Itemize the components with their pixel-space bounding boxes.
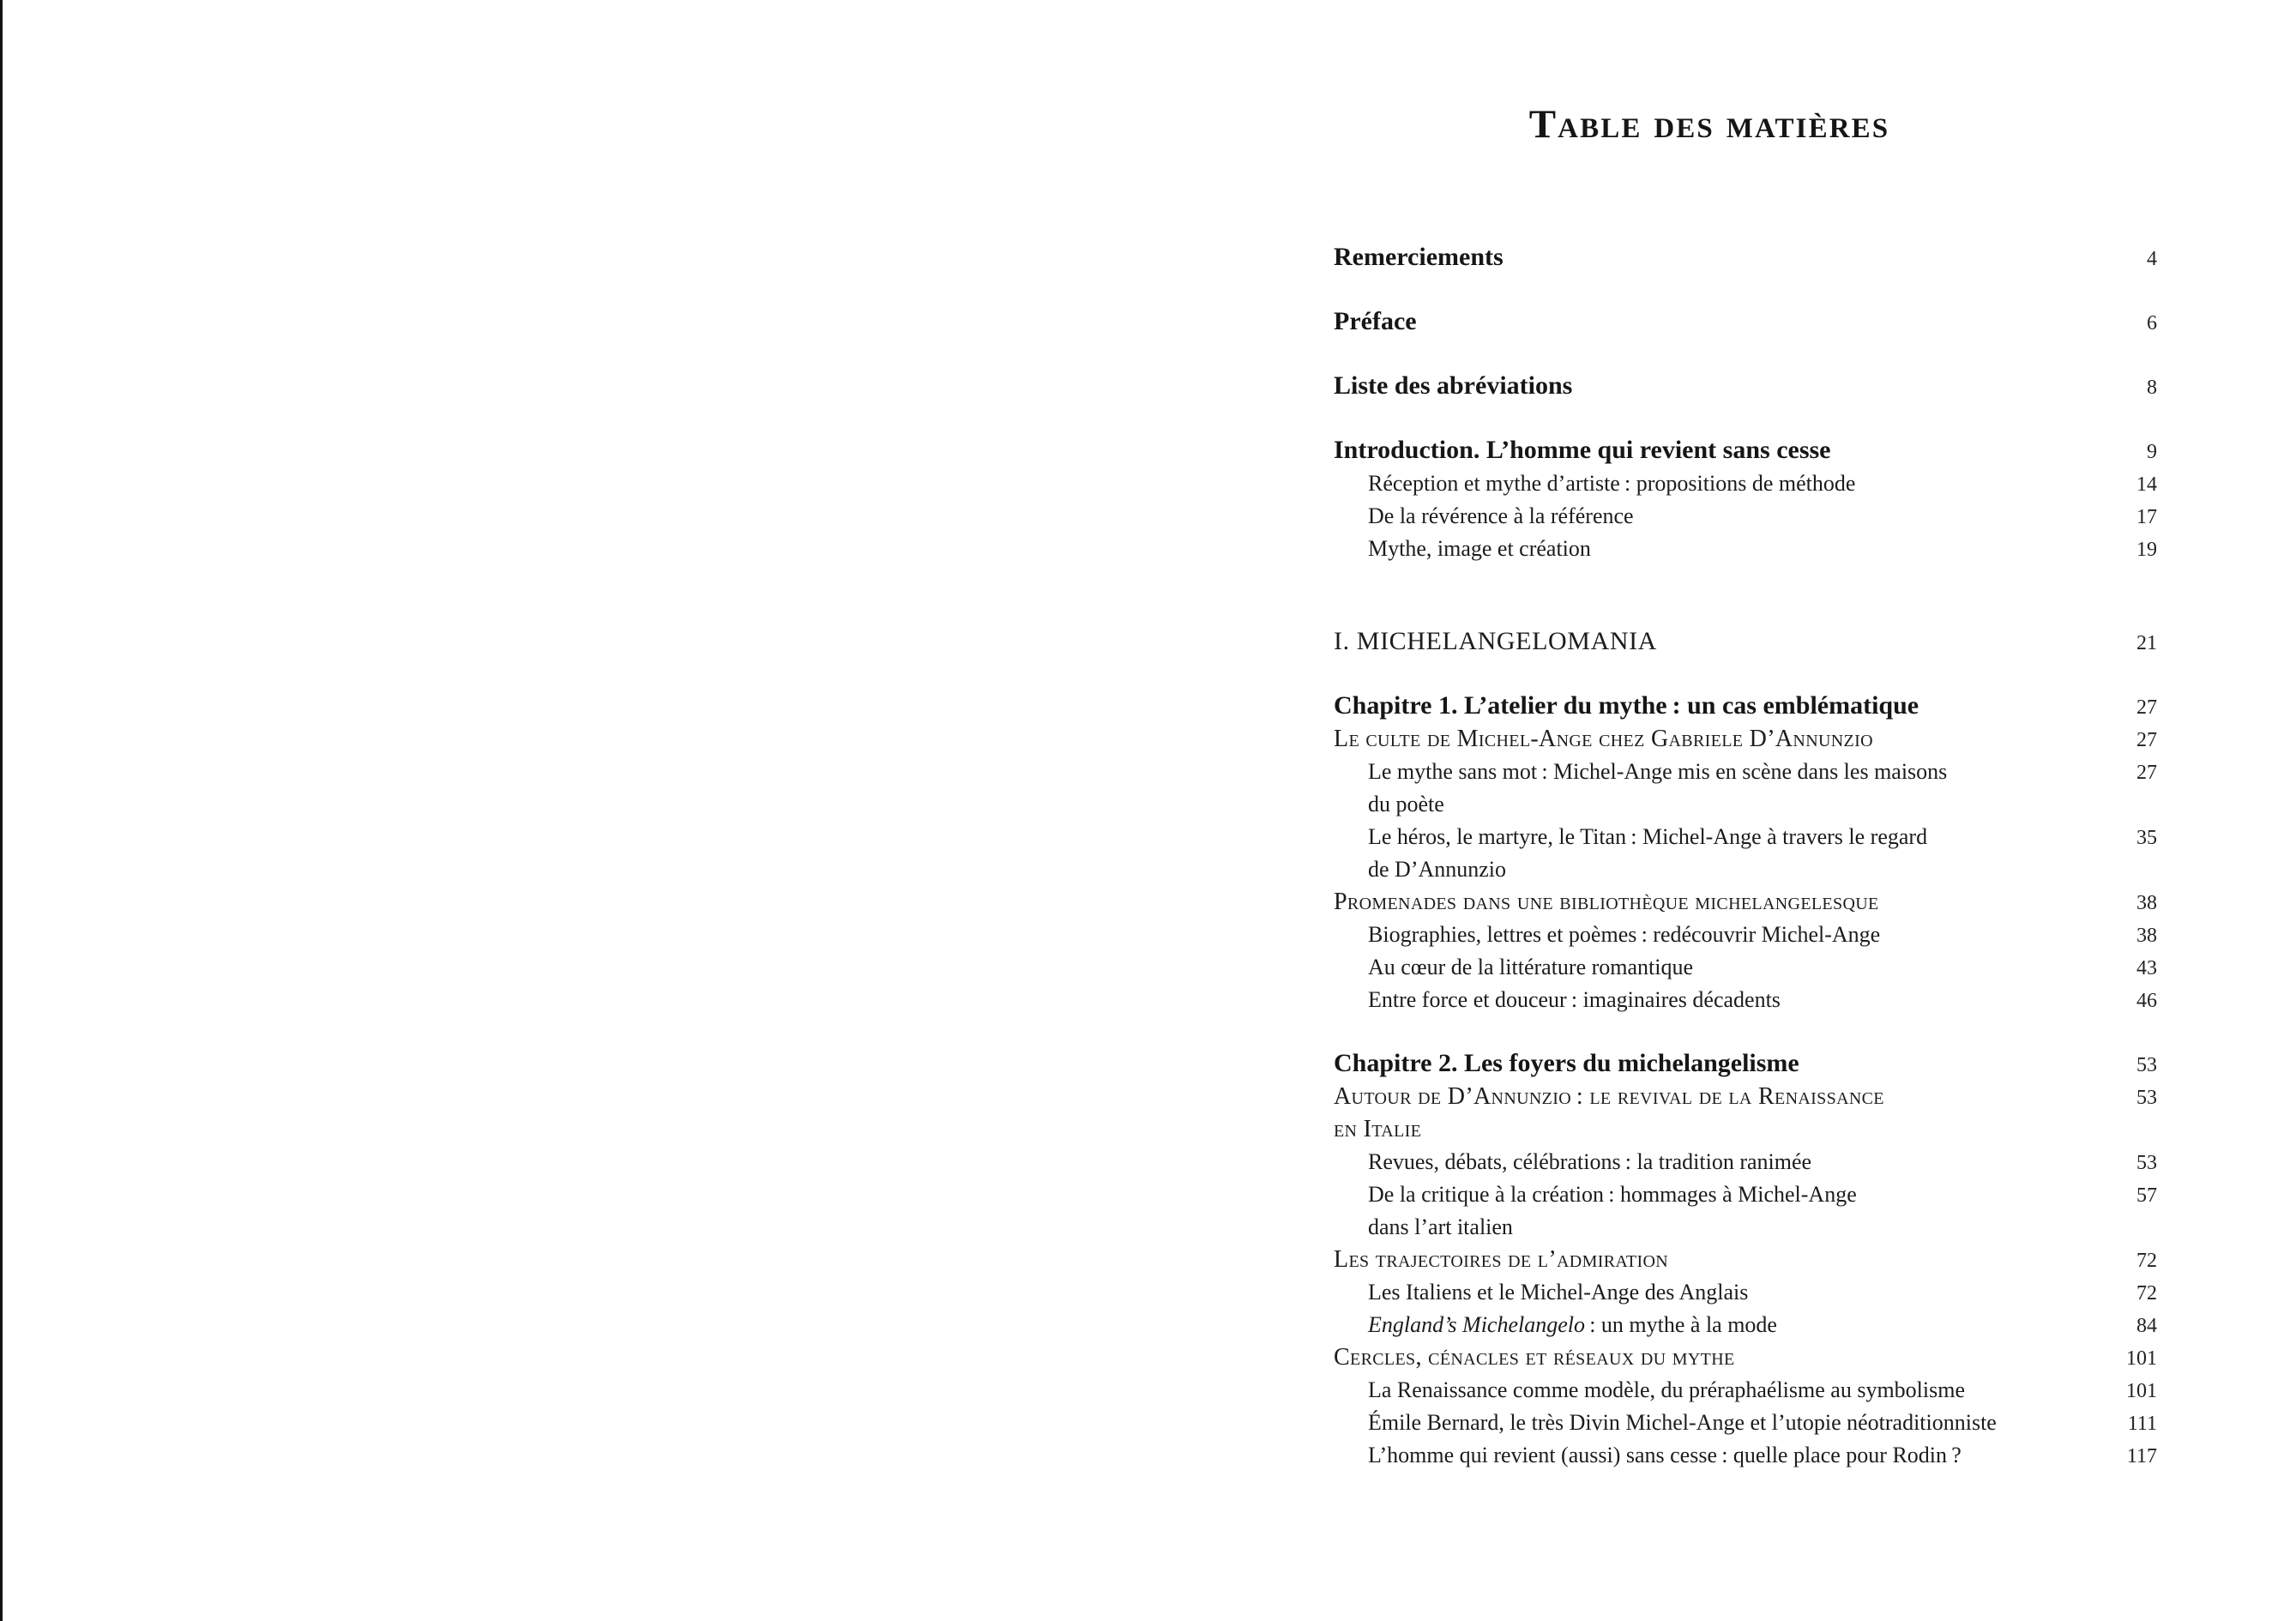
toc-entry-label: Les Italiens et le Michel-Ange des Anglais [1368,1280,1749,1305]
toc-entry-page-number: 43 [2136,957,2157,979]
toc-entry [1334,756,2157,821]
toc-entry-page-number: 72 [2136,1282,2157,1305]
toc-entry [1334,1178,2157,1244]
toc-entry-page-number: 117 [2126,1445,2157,1467]
toc-entry-page-number: 35 [2136,827,2157,849]
toc-entry-label-italic: England’s Michelangelo [1368,1312,1585,1337]
toc-entry-label: Le culte de Michel-Ange chez Gabriele D’Annunzio [1334,726,1873,752]
toc-entry-page-number: 19 [2136,539,2157,561]
toc-entry-page-number: 101 [2126,1380,2157,1402]
toc-entry [1334,304,2157,339]
toc-entry-page-number: 57 [2136,1184,2157,1207]
toc-entry-page-number: 4 [2147,248,2157,270]
page-title: Table des matières [1528,102,1890,147]
toc-entry [1334,433,2157,467]
toc-entry [1334,240,2157,274]
toc-entry-page-number: 9 [2147,441,2157,463]
toc-entry-label: Les trajectoires de l’admiration [1334,1246,1669,1273]
toc-entry-page-number: 27 [2136,729,2157,751]
toc-entry-label: Revues, débats, célébrations : la tradition ranimée [1368,1149,1812,1174]
toc-entry-label: De la critique à la création : hommages à Michel-Ange dans l’art italien [1368,1182,1857,1239]
toc-entry-page-number: 84 [2136,1315,2157,1337]
toc-entry-label: De la révérence à la référence [1368,503,1634,528]
toc-entry [1334,723,2157,756]
toc-entry [1334,1276,2157,1309]
toc-entry-page-number: 17 [2136,506,2157,528]
toc-entry-page-number: 38 [2136,892,2157,914]
toc-entry-label: Le mythe sans mot : Michel-Ange mis en scène dans les maisons du poète [1368,759,1948,817]
toc-entry [1334,951,2157,984]
toc-entry-page-number: 53 [2136,1054,2157,1076]
toc-entry [1334,1341,2157,1374]
toc-entry [1334,467,2157,500]
toc-entry [1334,821,2157,886]
toc-entry-page-number: 14 [2136,473,2157,496]
document-page [1334,0,2157,1472]
toc-entry [1334,1081,2157,1146]
toc-entry [1334,919,2157,951]
toc-entry [1334,689,2157,723]
toc-entry-label: Autour de D’Annunzio : le revival de la Renaissance en Italie [1334,1083,1884,1142]
toc-entry-label: Émile Bernard, le très Divin Michel-Ange et l’utopie néotraditionniste [1368,1410,1997,1435]
toc-entry-page-number: 101 [2126,1347,2157,1370]
toc-entry-label: Introduction. L’homme qui revient sans cesse [1334,436,1831,464]
toc-entry-label: L’homme qui revient (aussi) sans cesse : quelle place pour Rodin ? [1368,1443,1962,1467]
toc-entry [1334,1244,2157,1276]
toc-entries [1334,240,2157,1472]
toc-entry-label: Le héros, le martyre, le Titan : Michel-Ange à travers le regard de D’Annunzio [1368,824,1928,882]
toc-entry [1334,1146,2157,1178]
toc-entry-page-number: 21 [2136,632,2157,654]
toc-entry-page-number: 6 [2147,312,2157,334]
toc-entry [1334,533,2157,565]
toc-entry [1334,500,2157,533]
toc-entry-label: Promenades dans une bibliothèque michelangelesque [1334,889,1879,915]
toc-entry-label: Biographies, lettres et poèmes : redécouvrir Michel-Ange [1368,922,1881,947]
toc-entry [1334,624,2157,659]
toc-entry-page-number: 53 [2136,1152,2157,1174]
toc-entry-label: Cercles, cénacles et réseaux du mythe [1334,1344,1735,1371]
toc-entry-page-number: 53 [2136,1087,2157,1109]
toc-entry-label: Chapitre 1. L’atelier du mythe : un cas emblématique [1334,691,1919,720]
toc-entry [1334,984,2157,1016]
toc-entry-label: Liste des abréviations [1334,371,1573,400]
toc-entry-label: Chapitre 2. Les foyers du michelangelisme [1334,1049,1799,1077]
toc-entry-label: I. MICHELANGELOMANIA [1334,627,1657,655]
toc-entry-page-number: 8 [2147,377,2157,399]
toc-entry [1334,1439,2157,1472]
toc-entry [1334,1046,2157,1081]
toc-entry-label: Entre force et douceur : imaginaires décadents [1368,987,1781,1012]
toc-entry [1334,1407,2157,1439]
toc-entry-page-number: 46 [2136,990,2157,1012]
toc-entry [1334,1309,2157,1341]
toc-entry-label: Réception et mythe d’artiste : propositions de méthode [1368,471,1856,496]
toc-entry-page-number: 38 [2136,925,2157,947]
toc-entry-label: Remerciements [1334,243,1504,271]
toc-entry-label: Préface [1334,307,1417,335]
toc-entry-page-number: 27 [2136,762,2157,784]
toc-entry [1334,369,2157,403]
toc-entry-page-number: 111 [2127,1413,2157,1435]
toc-entry-label: Mythe, image et création [1368,536,1591,561]
toc-entry-page-number: 72 [2136,1250,2157,1272]
toc-entry-label: La Renaissance comme modèle, du préraphaélisme au symbolisme [1368,1377,1965,1402]
toc-entry-page-number: 27 [2136,696,2157,719]
page-edge-line [0,0,3,1621]
toc-entry-label: England’s Michelangelo : un mythe à la mode [1368,1312,1777,1337]
toc-entry [1334,886,2157,919]
toc-entry [1334,1374,2157,1407]
toc-entry-label: Au cœur de la littérature romantique [1368,955,1694,979]
